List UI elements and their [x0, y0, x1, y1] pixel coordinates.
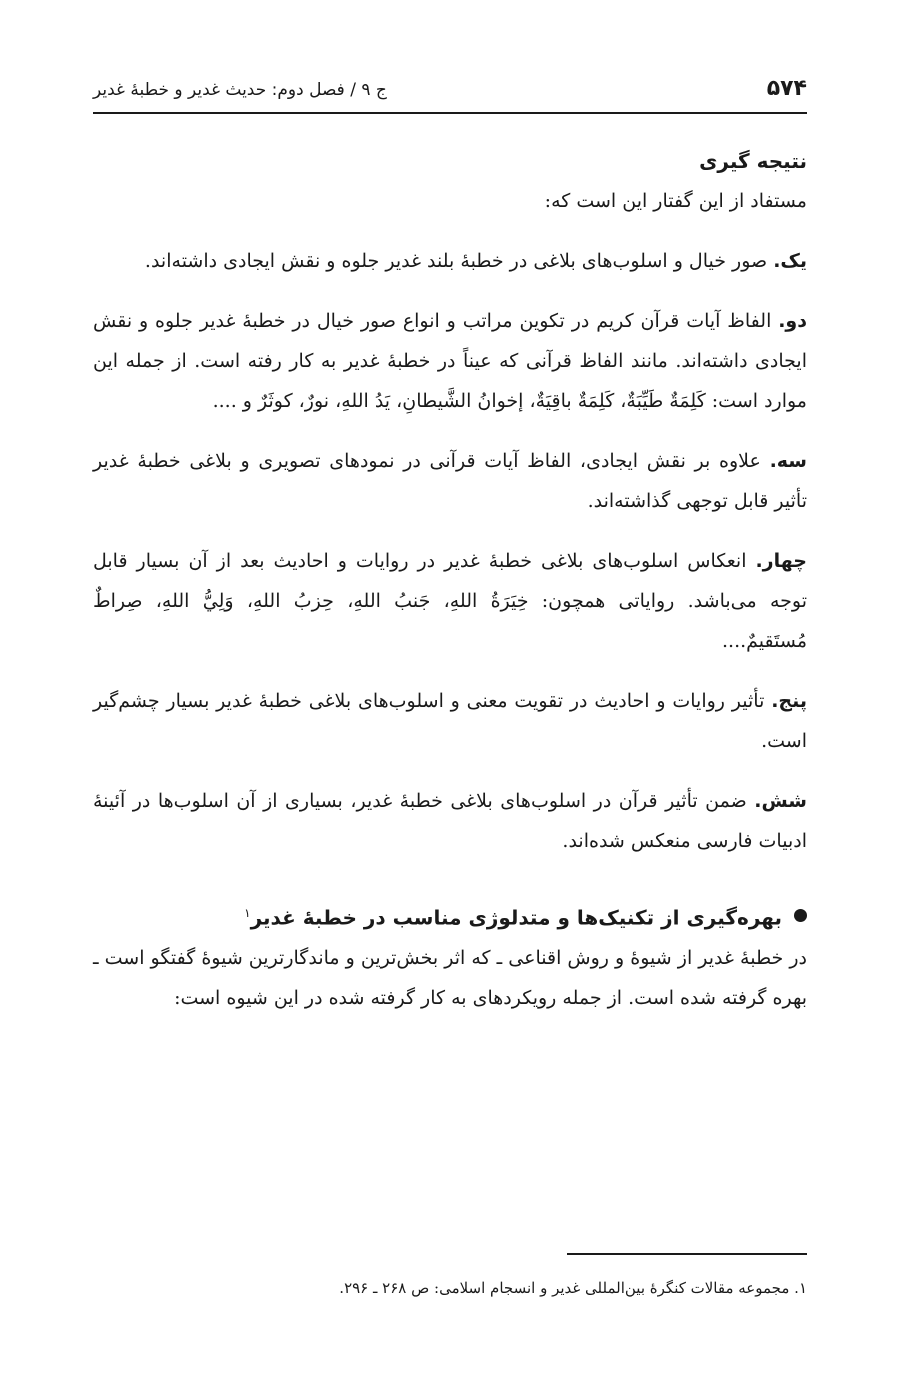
point-text: الفاظ آیات قرآن کریم در تکوین مراتب و انواع صور خیال در خطبهٔ غدیر جلوه و نقش ایجادی داشته‌اند. مانند الفاظ قرآنی که عیناً در خطبهٔ غدیر به کار رفته است. از جمله این موارد است: كَلِمَةٌ طَيِّبَةٌ، كَلِمَةٌ باقِيَةٌ، إخوانُ الشَّيطانِ، يَدُ اللهِ، نورٌ، كوثَرٌ و .... — [93, 310, 807, 412]
point-paragraph — [93, 241, 807, 281]
point-paragraph — [93, 441, 807, 521]
point-text: صور خیال و اسلوب‌های بلاغی در خطبهٔ بلند غدیر جلوه و نقش ایجادی داشته‌اند. — [144, 250, 774, 272]
point-paragraph — [93, 301, 807, 421]
footnote-ref[interactable]: ۱ — [244, 906, 251, 920]
point-text: تأثیر روایات و احادیث در تقویت معنی و اسلوب‌های بلاغی خطبهٔ غدیر بسیار چشم‌گیر است. — [93, 690, 807, 752]
bullet-icon — [794, 909, 807, 922]
point-text: انعکاس اسلوب‌های بلاغی خطبهٔ غدیر در روایات و احادیث بعد از آن بسیار قابل توجه می‌باشد. روایاتی همچون: خِيَرَةُ اللهِ، جَنبُ اللهِ، حِزبُ اللهِ، وَلِيُّ اللهِ، صِراطٌ مُستَقيمٌ.... — [93, 550, 807, 652]
point-marker: چهار. — [755, 550, 807, 572]
footnote-divider — [567, 1253, 807, 1255]
subsection-title-text: بهره‌گیری از تکنیک‌ها و متدلوژی مناسب در خطبهٔ غدیر — [250, 905, 782, 930]
footnote: ۱. مجموعه مقالات کنگرهٔ بین‌المللی غدیر و انسجام اسلامی: ص ۲۶۸ ـ ۲۹۶. — [339, 1279, 807, 1297]
point-paragraph — [93, 681, 807, 761]
point-paragraph — [93, 541, 807, 661]
subsection-heading — [93, 893, 807, 938]
subsection-body: در خطبهٔ غدیر از شیوهٔ و روش اقناعی ـ که اثر بخش‌ترین و ماندگارترین شیوهٔ گفتگو است ـ بهره گرفته شده است. از جمله رویکردهای به کار گرفته شده در این شیوه است: — [93, 946, 807, 1009]
page-content — [93, 145, 807, 1018]
point-marker: دو. — [778, 310, 807, 332]
subsection-title — [244, 893, 782, 938]
point-text: علاوه بر نقش ایجادی، الفاظ آیات قرآنی در نمودهای تصویری و بلاغی خطبهٔ غدیر تأثیر قابل توجهی گذاشته‌اند. — [93, 450, 807, 512]
section-intro: مستفاد از این گفتار این است که: — [544, 190, 807, 212]
running-head: ج ۹ / فصل دوم: حدیث غدیر و خطبهٔ غدیر — [93, 80, 387, 100]
point-marker: پنج. — [771, 690, 807, 712]
point-marker: سه. — [769, 450, 807, 472]
point-text: ضمن تأثیر قرآن در اسلوب‌های بلاغی خطبهٔ غدیر، بسیاری از آن اسلوب‌ها در آئینهٔ ادبیات فارسی منعکس شده‌اند. — [93, 790, 807, 852]
section-title: نتیجه گیری — [699, 149, 807, 173]
page-header — [93, 72, 807, 114]
page-number: ۵۷۴ — [766, 76, 807, 101]
point-paragraph — [93, 781, 807, 861]
point-marker: یک. — [773, 250, 807, 272]
point-marker: شش. — [754, 790, 807, 812]
